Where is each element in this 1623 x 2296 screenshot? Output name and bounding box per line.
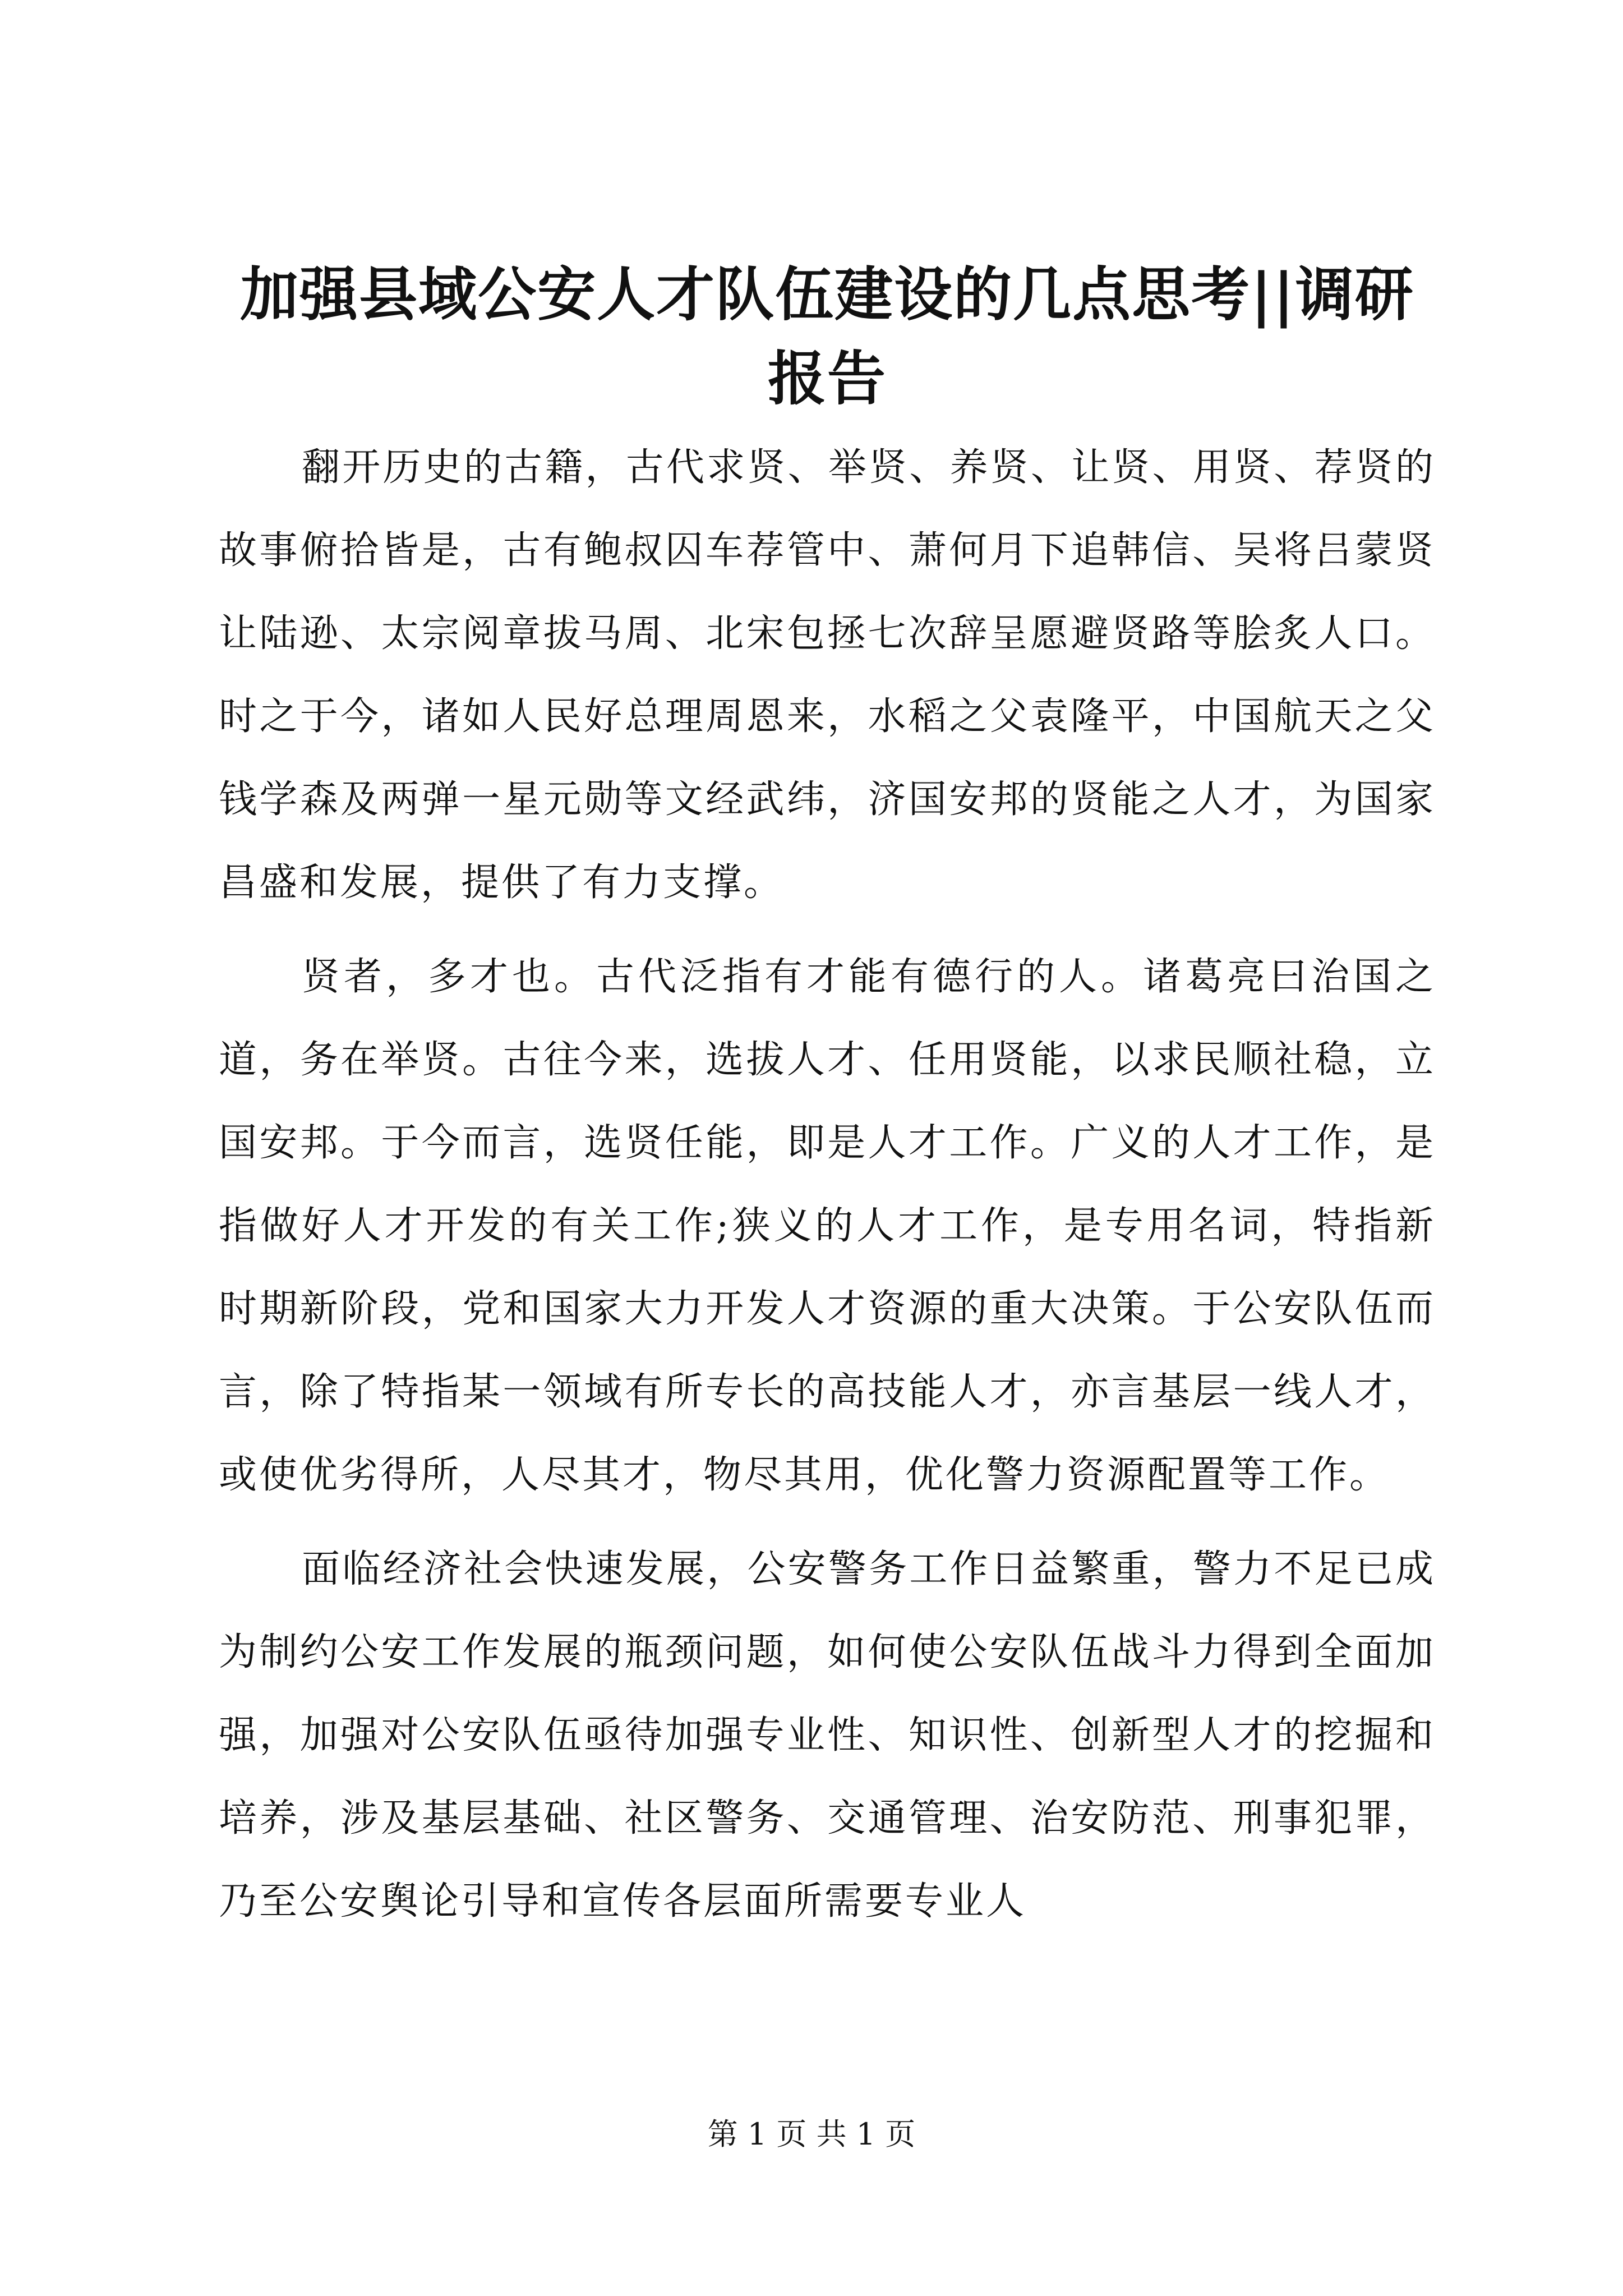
title-line-1: 加强县域公安人才队伍建设的几点思考||调研: [240, 260, 1414, 329]
document-content: [219, 252, 1436, 1954]
title-line-2: 报告: [767, 344, 887, 413]
document-title: [219, 252, 1436, 421]
paragraph-3: 面临经济社会快速发展，公安警务工作日益繁重，警力不足已成为制约公安工作发展的瓶颈问题，如何使公安队伍战斗力得到全面加强，加强对公安队伍亟待加强专业性、知识性、创新型人才的挖掘和培养，涉及基层基础、社区警务、交通管理、治安防范、刑事犯罪，乃至公安舆论引导和宣传各层面所需要专业人: [219, 1547, 1436, 1924]
document-body: [219, 426, 1436, 1943]
page-number-footer: 第 1 页 共 1 页: [707, 2116, 916, 2152]
paragraph-2: 贤者，多才也。古代泛指有才能有德行的人。诸葛亮曰治国之道，务在举贤。古往今来，选拔人才、任用贤能，以求民顺社稳，立国安邦。于今而言，选贤任能，即是人才工作。广义的人才工作，是指做好人才开发的有关工作;狭义的人才工作，是专用名词，特指新时期新阶段，党和国家大力开发人才资源的重大决策。于公安队伍而言，除了特指某一领域有所专长的高技能人才，亦言基层一线人才，或使优劣得所，人尽其才，物尽其用，优化警力资源配置等工作。: [219, 955, 1436, 1497]
paragraph-1: 翻开历史的古籍，古代求贤、举贤、养贤、让贤、用贤、荐贤的故事俯拾皆是，古有鲍叔囚车荐管中、萧何月下追韩信、吴将吕蒙贤让陆逊、太宗阅章拔马周、北宋包拯七次辞呈愿避贤路等脍炙人口。时之于今，诸如人民好总理周恩来，水稻之父袁隆平，中国航天之父钱学森及两弹一星元勋等文经武纬，济国安邦的贤能之人才，为国家昌盛和发展，提供了有力支撑。: [219, 445, 1436, 905]
